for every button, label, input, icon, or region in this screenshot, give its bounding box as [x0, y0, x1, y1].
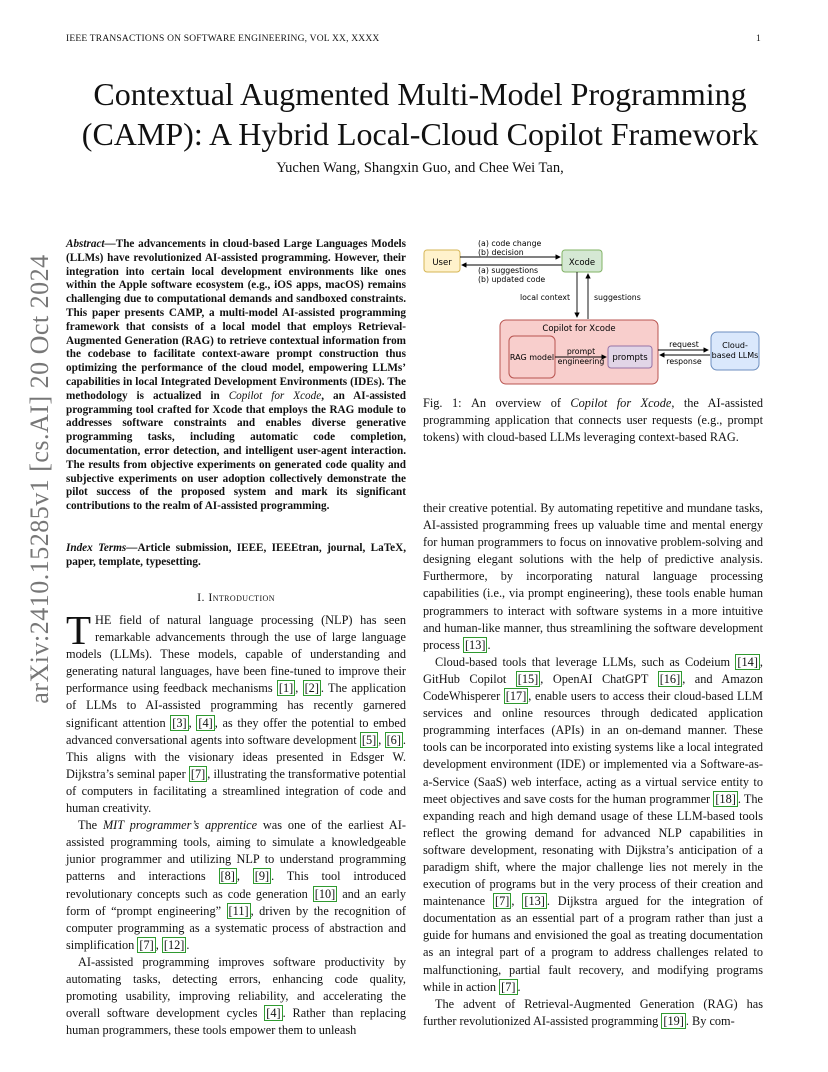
prompt-engineering-label: prompt — [566, 347, 596, 356]
citation-link[interactable]: [18] — [715, 791, 736, 806]
figure-1-diagram — [420, 236, 766, 388]
author-list: Yuchen Wang, Shangxin Guo, and Chee Wei Tan, — [276, 160, 564, 176]
cloud-llms-label: based LLMs — [711, 351, 759, 360]
abstract-label: Abstract— — [66, 238, 116, 250]
citation-link[interactable]: [9] — [254, 869, 270, 884]
citation-link[interactable]: [16] — [659, 671, 681, 686]
text: . The expanding reach and high demand usage of these LLM-based tools reflect the growing demand for advanced NLP capabilities in software development, resonating with Dijkstra’s anticipation of a paradigm shift, where the major challenge lies not merely in the execution of programs but in the very process of their creation and maintenance — [423, 791, 763, 909]
italic-term: MIT programmer’s apprentice — [102, 818, 258, 833]
text: . This tool introduced revolutionary concepts such as code generation — [66, 869, 406, 901]
citation-link[interactable]: [12] — [163, 937, 185, 952]
citation-link[interactable]: [19] — [663, 1013, 684, 1028]
citation-link[interactable]: [11] — [228, 903, 249, 918]
arrow-label: (a) suggestions — [478, 266, 539, 275]
intro-paragraph-3 — [66, 954, 406, 1039]
user-label: User — [432, 258, 452, 268]
right-paragraph-1 — [423, 500, 763, 654]
text: , the AI-assisted programming application that connects user requests (e.g., prompt tokens) with cloud-based LLMs leveraging context-based RAG. — [423, 396, 763, 445]
text: , — [188, 715, 197, 730]
citation-link[interactable]: [8] — [220, 869, 235, 884]
arrow-label: (a) code change — [478, 239, 542, 248]
text: field of natural language processing (NLP) has seen remarkable advancements through the use of large language models (LLMs). These models, capable of understanding and generating natural languages, have been fine-tuned to improve their performance using feedback mechanisms — [66, 613, 406, 696]
text: AI-assisted programming improves software productivity by automating tasks, detecting errors, enhancing code quality, promoting usability, improving reliability, and accelerating the overall software development cycles — [66, 954, 406, 1021]
request-label: request — [669, 340, 699, 349]
right-column — [423, 500, 763, 1030]
citation-link[interactable]: [10] — [314, 886, 336, 901]
figure-caption — [423, 395, 763, 446]
abstract-text-a: The advancements in cloud-based Large Languages Models (LLMs) have revolutionized AI-assisted programming. However, their integration into certain local development environments like ones within the Apple software ecosystem (e.g., iOS apps, macOS) remains challenging due to computational demands and sandboxed constraints. This paper presents CAMP, a multi-model AI-assisted programming framework that consists of a local model that employs Retrieval-Augmented Generation (RAG) to retrieve contextual information from the codebase to facilitate context-aware prompt construction thus optimizing the performance of the cloud model, empowering LLMs’ capabilities in local Integrated Development Environments (IDEs). The methodology is actualized in — [66, 238, 406, 402]
text: , OpenAI ChatGPT — [540, 671, 658, 686]
abstract-tool-name: Copilot for Xcode — [228, 389, 322, 402]
citation-link[interactable]: [15] — [517, 671, 539, 686]
small-caps-lead: HE — [95, 613, 112, 627]
citation-link[interactable]: [2] — [304, 681, 319, 696]
text: The — [78, 818, 103, 833]
text: . This aligns with the visionary ideas presented in Edsger W. Dijkstra’s seminal paper — [66, 732, 406, 781]
left-column — [66, 607, 407, 1039]
caption-label: Fig. 1: — [423, 396, 462, 410]
page-number: 1 — [756, 34, 761, 44]
citation-link[interactable]: [13] — [464, 637, 486, 652]
suggestions-label: suggestions — [594, 293, 641, 302]
text: , — [511, 894, 523, 909]
citation-link[interactable]: [4] — [266, 1006, 281, 1021]
text: The advent of Retrieval-Augmented Generation (RAG) has further revolutionized AI-assisted programming — [423, 996, 763, 1028]
arrow-label: (b) updated code — [478, 275, 546, 284]
paper-title — [60, 74, 780, 154]
citation-link[interactable]: [6] — [386, 732, 401, 747]
text: , — [295, 681, 303, 696]
text: . Rather than replacing human programmers, these tools empower them to unleash — [66, 1006, 407, 1038]
arrow-label: (b) decision — [478, 248, 524, 257]
italic-term: Copilot for Xcode — [570, 396, 672, 410]
citation-link[interactable]: [3] — [172, 715, 187, 730]
prompts-label: prompts — [612, 353, 648, 363]
title-line-2: (CAMP): A Hybrid Local-Cloud Copilot Framework — [81, 116, 759, 152]
cloud-llms-label: Cloud- — [722, 341, 748, 350]
citation-link[interactable]: [7] — [190, 766, 206, 781]
citation-link[interactable]: [5] — [361, 732, 377, 747]
text: . The application of LLMs to AI-assisted programming has recently garnered significant attention — [66, 681, 407, 730]
rag-model-label: RAG model — [509, 353, 555, 362]
citation-link[interactable]: [13] — [524, 894, 545, 909]
text: and an early form of “prompt engineering” — [66, 886, 406, 918]
section-number: I. — [197, 590, 205, 604]
index-terms-text: Article submission, IEEE, IEEEtran, journal, LaTeX, paper, template, typesetting. — [66, 542, 406, 568]
text: their creative potential. By automating repetitive and mundane tasks, AI-assisted programming frees up valuable time and mental energy for human programmers to focus on innovative problem-solving and designing elegant solutions with the help of predictive analysis. Furthermore, by incorporating natural language processing capabilities (i.e., via prompt engineering), these tools enable human programmers to interact with software systems in a more intuitive and human-like manner, thus streamlining the software development process — [423, 501, 763, 652]
text: . By com- — [685, 1013, 735, 1028]
text: , — [236, 869, 253, 884]
section-title: Introduction — [208, 590, 275, 604]
local-context-label: local context — [520, 293, 571, 302]
text: , as they offer the potential to embed advanced conversational agents into software development — [66, 715, 406, 747]
title-line-1: Contextual Augmented Multi-Model Programming — [93, 76, 747, 112]
text: , enable users to access their cloud-based LLM services and online resources through dedicated application programming interfaces (APIs) in an on-demand manner. These tools can be incorporated into existing systems like a local integrated development environment (IDE) or implemented via a Software-as-a-Service (SaaS) web interface, acting as a virtual service entity to meet objectives and save costs for the human programmer — [423, 689, 763, 806]
text: , — [155, 937, 162, 952]
citation-link[interactable]: [14] — [737, 654, 758, 669]
citation-link[interactable]: [17] — [505, 689, 527, 704]
index-terms-label: Index Terms— — [66, 542, 138, 554]
prompt-engineering-label: engineering — [557, 357, 605, 366]
right-paragraph-2 — [423, 654, 763, 996]
citation-link[interactable]: [7] — [139, 937, 154, 952]
copilot-label: Copilot for Xcode — [542, 324, 616, 334]
running-header: IEEE TRANSACTIONS ON SOFTWARE ENGINEERING, VOL XX, XXXX — [66, 34, 380, 44]
text: . — [517, 979, 521, 994]
text: , illustrating the transformative potential of computers in facilitating a streamlined integration of code and human creativity. — [66, 766, 406, 816]
text: , and Amazon CodeWhisperer — [423, 671, 763, 704]
text: . — [186, 937, 190, 952]
text: . — [487, 637, 491, 652]
intro-paragraph-2 — [66, 817, 406, 954]
citation-link[interactable]: [7] — [495, 894, 510, 909]
text: , GitHub Copilot — [423, 654, 763, 686]
text: , driven by the recognition of computer programming as a systematic process of abstraction and simplification — [66, 903, 406, 952]
response-label: response — [666, 357, 702, 366]
text: was one of the earliest AI-assisted programming tools, aiming to simulate a knowledgeable junior programmer and utilizing NLP to understand programming patterns and interactions — [66, 818, 406, 884]
text: . Dijkstra argued for the integration of documentation as an essential part of a program rather than just a guide for humans and envisioned the goal as treating documentation as an integral part of a program to address challenges related to malfunctioning, partial fault recovery, and modifying programs while in action — [423, 894, 763, 994]
text: Cloud-based tools that leverage LLMs, such as Codeium — [435, 654, 736, 669]
text: An overview of — [470, 396, 571, 410]
text: , — [378, 732, 385, 747]
citation-link[interactable]: [4] — [198, 715, 213, 730]
section-heading — [66, 590, 406, 605]
arxiv-stamp: arXiv:2410.15285v1 [cs.AI] 20 Oct 2024 — [25, 254, 54, 704]
right-paragraph-3 — [423, 996, 763, 1030]
index-terms — [66, 542, 406, 570]
drop-cap: T — [66, 607, 92, 653]
abstract-text-b: , an AI-assisted programming tool crafted for Xcode that employs the RAG module to addresses software constraints and enables diverse generative programming tasks, including automatic code completion, documentation, error detection, and intelligent user-agent interaction. The results from objective experiments on generated code quality and subjective experiments on user adoption collectively demonstrate the pilot success of the proposed system and mark its significant contributions to the realm of AI-assisted programming. — [66, 389, 406, 513]
abstract — [66, 238, 406, 514]
citation-link[interactable]: [7] — [501, 979, 516, 994]
citation-link[interactable]: [1] — [278, 681, 294, 696]
xcode-label: Xcode — [568, 258, 596, 268]
intro-paragraph-1 — [66, 607, 407, 817]
